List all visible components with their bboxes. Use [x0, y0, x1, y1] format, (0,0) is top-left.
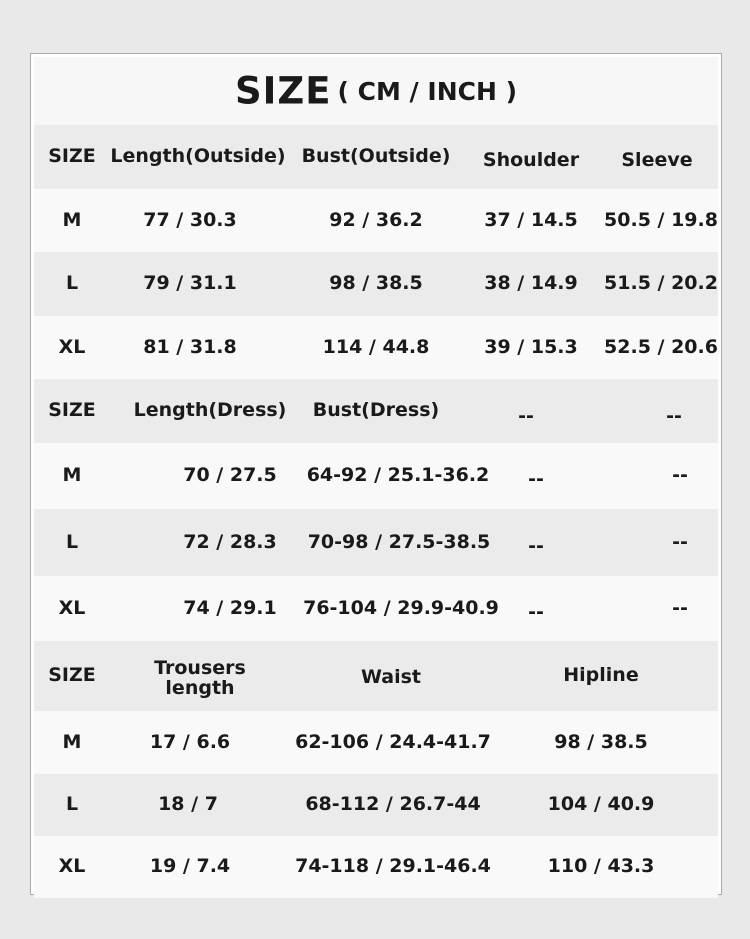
- table-row: [34, 774, 718, 836]
- table-cell: 62-106 / 24.4-41.7: [295, 730, 491, 753]
- table-cell: 81 / 31.8: [143, 335, 237, 358]
- size-chart-card: [30, 53, 722, 895]
- table-cell: 74 / 29.1: [183, 596, 277, 619]
- header-cell: Bust(Dress): [312, 399, 440, 422]
- table-cell: 72 / 28.3: [183, 530, 277, 553]
- header-cell: --: [518, 405, 534, 428]
- header-cell: Length(Outside): [110, 145, 286, 168]
- table-row: [34, 252, 718, 316]
- size-cell: L: [65, 272, 79, 295]
- header-cell: Waist: [360, 666, 421, 689]
- header-cell: Shoulder: [482, 149, 580, 172]
- table-cell: 18 / 7: [158, 793, 218, 816]
- table-cell: 104 / 40.9: [547, 793, 655, 816]
- size-cell: M: [62, 730, 82, 753]
- table-row: [34, 509, 718, 576]
- table-cell: 76-104 / 29.9-40.9: [303, 596, 499, 619]
- table-cell: --: [672, 530, 688, 553]
- table-row: [34, 316, 718, 379]
- table-cell: 39 / 15.3: [484, 335, 578, 358]
- table-cell: 110 / 43.3: [547, 855, 655, 878]
- table-cell: 51.5 / 20.2: [604, 272, 718, 295]
- table-cell: 98 / 38.5: [329, 272, 423, 295]
- size-cell: M: [62, 464, 82, 487]
- table-row: [34, 711, 718, 774]
- table-cell: 19 / 7.4: [149, 855, 231, 878]
- table-header-row: [34, 641, 718, 711]
- title-main: SIZE: [234, 69, 332, 113]
- header-cell: SIZE: [48, 399, 96, 422]
- header-cell: SIZE: [48, 145, 96, 168]
- header-cell: Bust(Outside): [301, 145, 451, 168]
- table-cell: 92 / 36.2: [329, 208, 423, 231]
- size-cell: M: [62, 208, 82, 231]
- size-cell: XL: [58, 596, 86, 619]
- table-header-row: [34, 125, 718, 189]
- table-cell: --: [528, 534, 544, 557]
- table-cell: --: [528, 468, 544, 491]
- size-cell: XL: [58, 855, 86, 878]
- table-cell: 68-112 / 26.7-44: [305, 793, 481, 816]
- table-header-row: [34, 379, 718, 443]
- size-cell: XL: [58, 335, 86, 358]
- header-cell: Hipline: [563, 664, 639, 687]
- table-cell: --: [528, 600, 544, 623]
- header-cell: --: [666, 405, 682, 428]
- table-cell: 70 / 27.5: [183, 464, 277, 487]
- table-cell: 17 / 6.6: [149, 730, 231, 753]
- table-cell: 37 / 14.5: [484, 208, 578, 231]
- table-cell: 79 / 31.1: [143, 272, 237, 295]
- table-cell: 74-118 / 29.1-46.4: [295, 855, 491, 878]
- size-cell: L: [65, 530, 79, 553]
- table-cell: 114 / 44.8: [322, 335, 430, 358]
- header-cell: Length(Dress): [133, 399, 287, 422]
- header-cell: Trousers length: [154, 657, 246, 699]
- table-cell: --: [672, 464, 688, 487]
- title-units: ( CM / INCH ): [337, 76, 518, 106]
- size-cell: L: [65, 793, 79, 816]
- table-cell: --: [672, 596, 688, 619]
- header-cell: Sleeve: [621, 149, 693, 172]
- table-row: [34, 189, 718, 252]
- table-cell: 52.5 / 20.6: [604, 335, 718, 358]
- table-cell: 77 / 30.3: [143, 208, 237, 231]
- header-cell: SIZE: [48, 664, 96, 687]
- table-cell: 98 / 38.5: [554, 730, 648, 753]
- chart-title: [34, 57, 718, 125]
- table-cell: 50.5 / 19.8: [604, 208, 718, 231]
- table-row: [34, 836, 718, 898]
- table-cell: 64-92 / 25.1-36.2: [306, 464, 490, 487]
- table-cell: 38 / 14.9: [484, 272, 578, 295]
- table-row: [34, 576, 718, 641]
- table-cell: 70-98 / 27.5-38.5: [307, 530, 491, 553]
- table-row: [34, 443, 718, 509]
- size-chart: [34, 57, 718, 898]
